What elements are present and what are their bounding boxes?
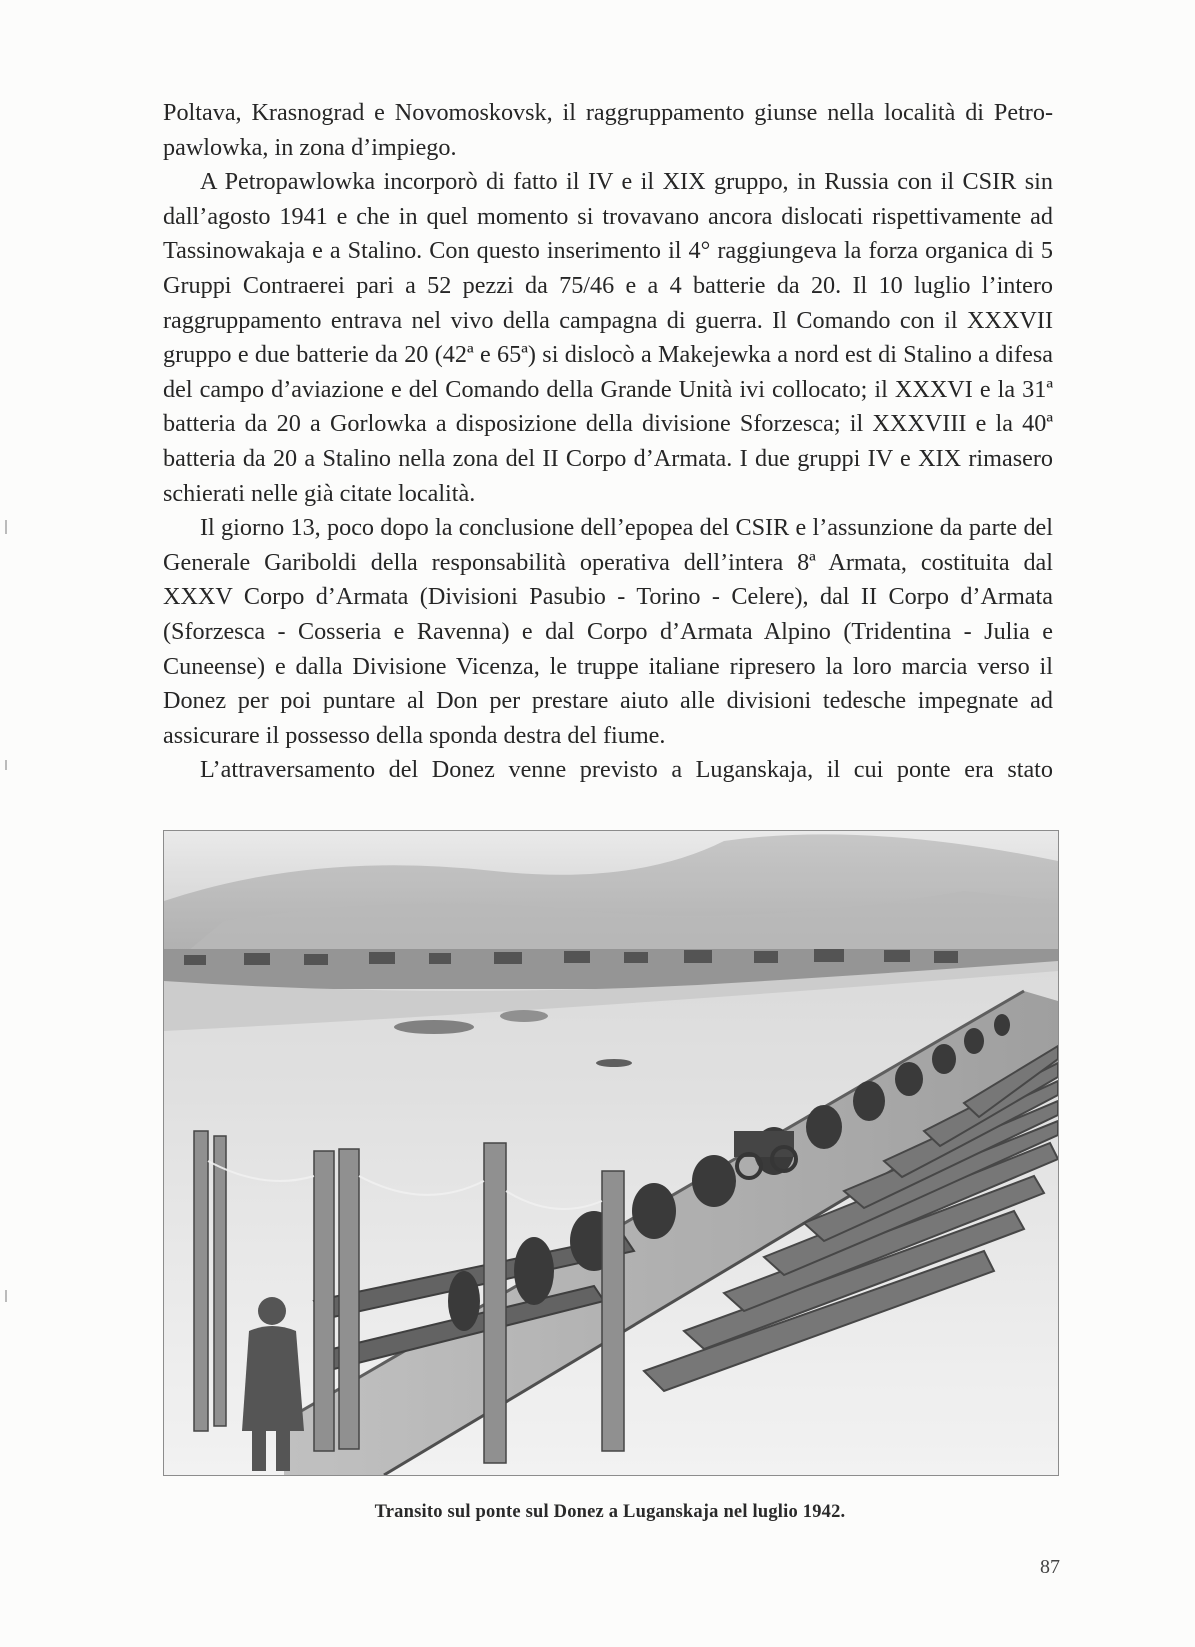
paragraph: A Petropawlowka incorporò di fatto il IV e il XIX gruppo, in Russia con il CSIR sin dall’agosto 1941 e che in quel momento si trovavano ancora dislocati rispettivamente ad Tassinowakaja e a Stalino. Con questo inserimento il 4° raggiungeva la forza organica di 5 Gruppi Contraerei pari a 52 pezzi da 75/46 e a 4 batterie da 20. Il 10 luglio l’intero raggruppamento entrava nel vivo della campagna di guerra. Il Comando con il XXXVII gruppo e due batterie da 20 (42ª e 65ª) si dislocò a Makejewka a nord est di Stalino a difesa del campo d’aviazione e del Comando della Grande Unità ivi collocato; il XXXVI e la 31ª batteria da 20 a Gorlowka a disposizione della divisione Sforzesca; il XXXVIII e la 40ª batteria da 20 a Stalino nella zona del II Corpo d’Armata. I due gruppi IV e XIX rimasero schierati nelle già citate località. bbox=[163, 168, 1053, 507]
pontoon-bridge-photo bbox=[164, 831, 1058, 1475]
paragraph: L’attraversamento del Donez venne previsto a Luganskaja, il cui ponte era stato bbox=[200, 756, 1053, 784]
figure-caption: Transito sul ponte sul Donez a Luganskaja nel luglio 1942. bbox=[374, 1502, 846, 1522]
paragraph: Poltava, Krasnograd e Novomoskovsk, il raggruppamento giunse nella località di Petro-pawlowka, in zona d’impiego. bbox=[163, 99, 1053, 161]
body-text bbox=[163, 96, 1053, 788]
scan-edge-mark bbox=[5, 1290, 7, 1302]
scan-edge-mark bbox=[5, 520, 7, 534]
historical-photograph bbox=[163, 830, 1059, 1476]
scan-edge-mark bbox=[5, 760, 7, 770]
paragraph: Il giorno 13, poco dopo la conclusione dell’epopea del CSIR e l’assunzione da parte del Generale Gariboldi della responsabilità operativa dell’intera 8ª Armata, costituita dal XXXV Corpo d’Armata (Divisioni Pasubio - Torino - Celere), dal II Corpo d’Armata (Sforzesca - Cosseria e Ravenna) e dal Corpo d’Armata Alpino (Tridentina - Julia e Cuneense) e dalla Divisione Vicenza, le truppe italiane ripresero la loro marcia verso il Donez per poi puntare al Don per prestare aiuto alle divisioni tedesche impegnate ad assicurare il possesso della sponda destra del fiume. bbox=[163, 514, 1053, 749]
page-number: 87 bbox=[1040, 1556, 1060, 1578]
